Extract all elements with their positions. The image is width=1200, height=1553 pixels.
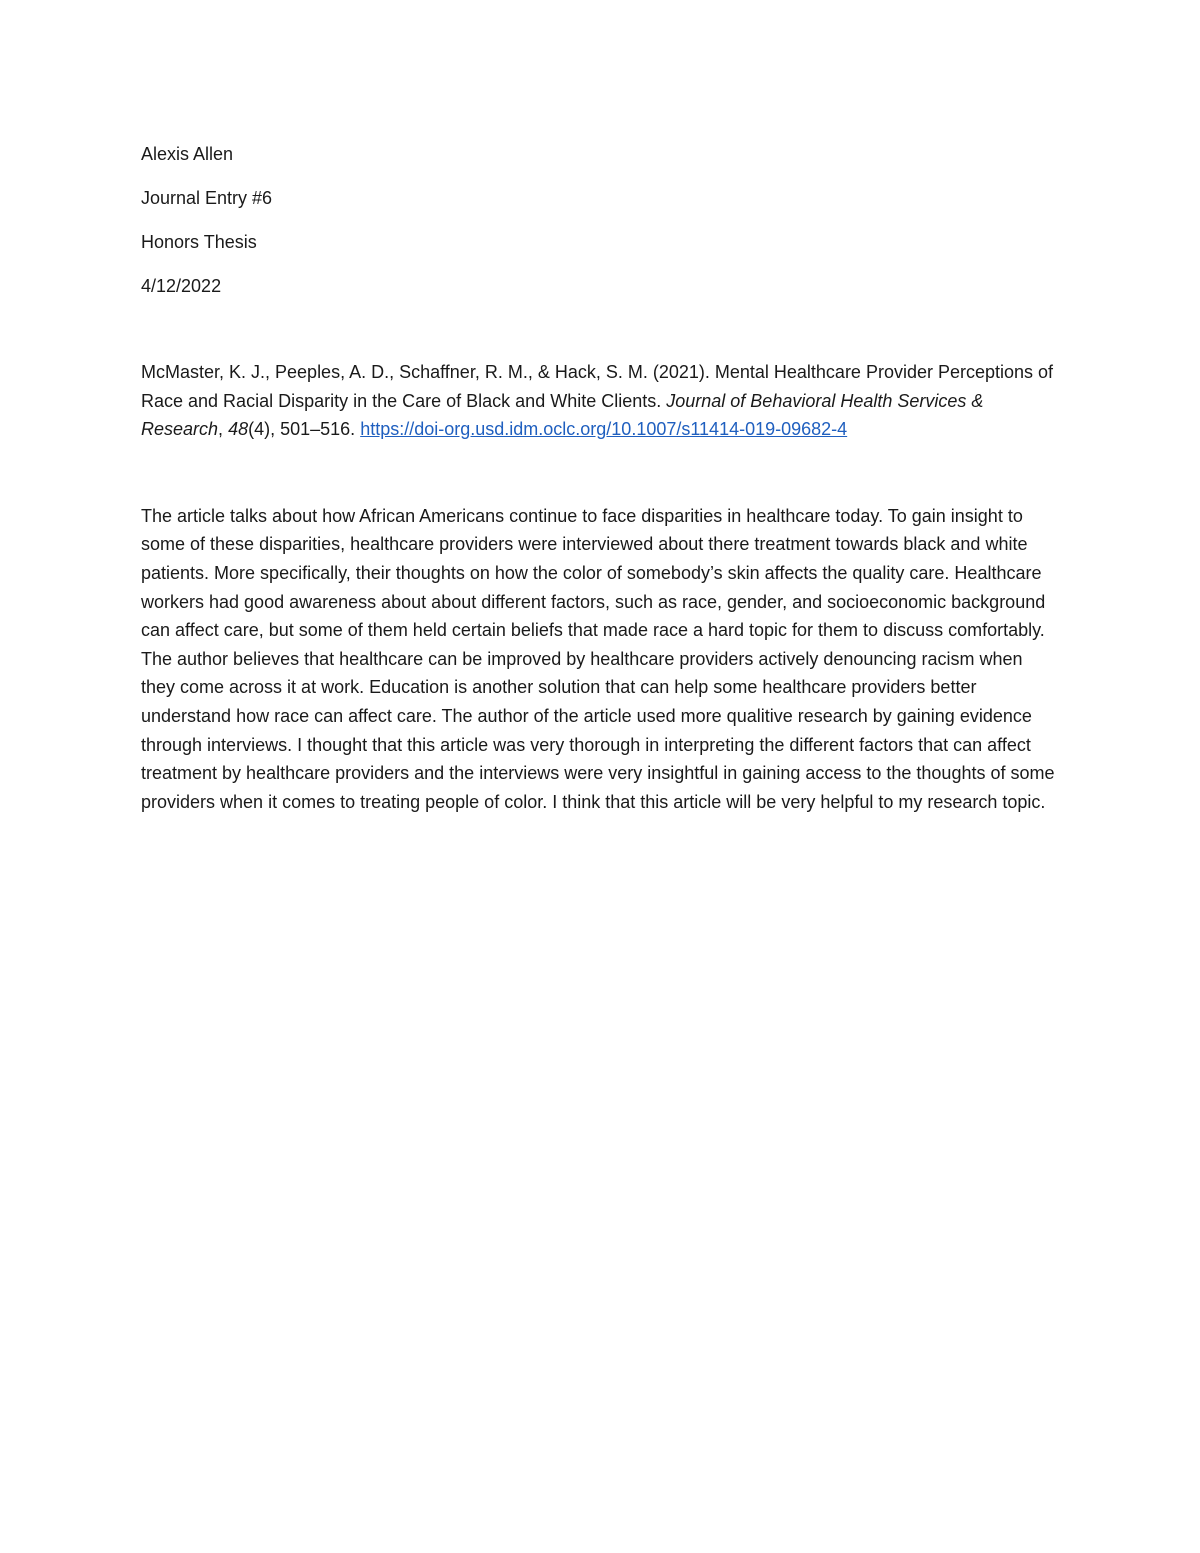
author-name: Alexis Allen [141,144,234,164]
course-name: Honors Thesis [141,232,257,252]
citation-doi-link[interactable]: https://doi-org.usd.idm.oclc.org/10.1007/s11414-019-09682-4 [360,419,848,440]
summary-paragraph: The article talks about how African Americans continue to face disparities in healthcare today. To gain insight to some of these disparities, healthcare providers were interviewed about there treatment towards black and white patients. More specifically, their thoughts on how the color of somebody’s skin affects the quality care. Healthcare workers had good awareness about about different factors, such as race, gender, and socioeconomic background can affect care, but some of them held certain beliefs that made race a hard topic for them to discuss comfortably. The author believes that healthcare can be improved by healthcare providers actively denouncing racism when they come across it at work. Education is another solution that can help some healthcare providers better understand how race can affect care. The author of the article used more qualitive research by gaining evidence through interviews. I thought that this article was very thorough in interpreting the different factors that can affect treatment by healthcare providers and the interviews were very insightful in gaining access to the thoughts of some providers when it comes to treating people of color. I think that this article will be very helpful to my research topic. [141,505,1055,812]
entry-date: 4/12/2022 [141,276,222,296]
journal-entry-label: Journal Entry #6 [141,188,273,208]
document-content [141,140,1061,816]
citation-separator: , [218,419,229,440]
citation-journal: Journal of Behavioral Health Services & Research [141,390,984,440]
citation-issue-pages: (4), 501–516. [248,419,356,440]
apa-citation [141,358,1061,444]
citation-volume: 48 [228,419,249,440]
citation-authors-title: McMaster, K. J., Peeples, A. D., Schaffner, R. M., & Hack, S. M. (2021). Mental Healthcare Provider Perceptions of Race and Racial Disparity in the Care of Black and White Clients. [141,362,1054,411]
